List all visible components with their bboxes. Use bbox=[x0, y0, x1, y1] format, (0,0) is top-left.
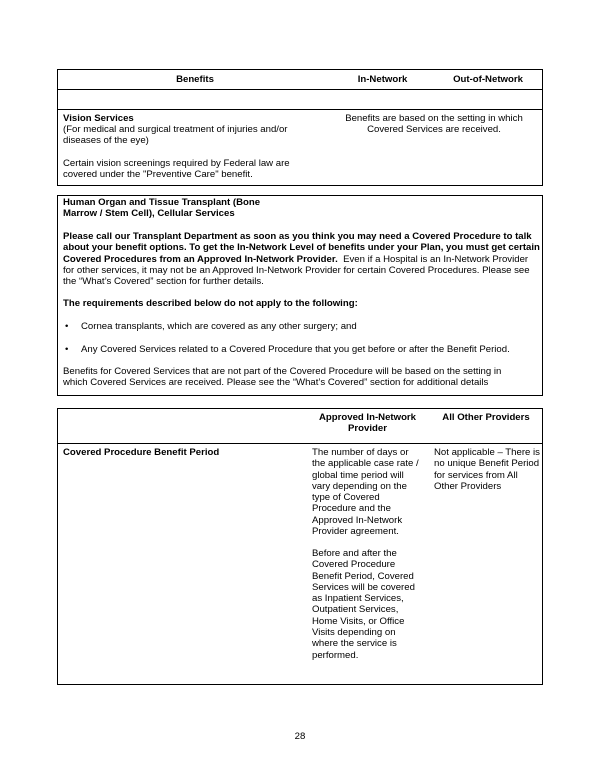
header-spacer-divider bbox=[57, 109, 543, 110]
header-benefits: Benefits bbox=[176, 74, 214, 85]
header-all-other-providers: All Other Providers bbox=[442, 412, 530, 423]
transplant-title: Human Organ and Tissue Transplant (Bone Marrow / Stem Cell), Cellular Services bbox=[63, 197, 261, 220]
page-number: 28 bbox=[294, 731, 306, 742]
transplant-closing-paragraph: Benefits for Covered Services that are not part of the Covered Procedure will be based on the setting in which Covered Services are received. Please see the “What’s Covered” section for additional details bbox=[63, 366, 502, 389]
header-out-of-network: Out-of-Network bbox=[453, 74, 523, 85]
approved-provider-period-text: The number of days or the applicable case rate / global time period will vary depending on the type of Covered Procedure and the Approved In-Network Provider agreement. bbox=[312, 447, 419, 538]
transplant-paragraph-bold: Please call our Transplant Department as soon as you think you may need a Covered Procedure to talk about your benefit options. To get the In-Network Level of benefits under your Plan, you must get certain Covered Procedures from an Approved In-Network Provider. bbox=[63, 231, 540, 265]
vision-coverage-text: Benefits are based on the setting in which Covered Services are received. bbox=[345, 113, 523, 136]
vision-screening-note: Certain vision screenings required by Federal law are covered under the "Preventive Care" benefit. bbox=[63, 158, 290, 181]
exception-item-benefit-period: • Any Covered Services related to a Covered Procedure that you get before or after the Benefit Period. bbox=[63, 344, 533, 355]
transplant-paragraph-normal: Even if a Hospital is an In-Network Provider for other services, it may not be an Approved In-Network Provider for certain Covered Procedures. Please see the “What’s Covered” section for further details. bbox=[63, 253, 530, 288]
exceptions-list-2 bbox=[63, 344, 533, 355]
exceptions-list bbox=[63, 321, 533, 332]
other-providers-period-text: Not applicable – There is no unique Benefit Period for services from All Other Providers bbox=[434, 447, 540, 492]
header-in-network: In-Network bbox=[357, 74, 408, 85]
requirements-heading: The requirements described below do not apply to the following: bbox=[63, 298, 358, 309]
vision-services-description: (For medical and surgical treatment of injuries and/or diseases of the eye) bbox=[63, 124, 288, 147]
transplant-paragraph bbox=[63, 231, 541, 287]
exception-item-cornea: • Cornea transplants, which are covered as any other surgery; and bbox=[63, 321, 533, 332]
benefit-period-header-divider bbox=[57, 443, 543, 444]
approved-provider-before-after-text: Before and after the Covered Procedure Benefit Period, Covered Services will be covered as Inpatient Services, Outpatient Services, Home Visits, or Office Visits depending on where the service is performed. bbox=[312, 548, 415, 661]
covered-procedure-benefit-period-label: Covered Procedure Benefit Period bbox=[63, 447, 220, 458]
header-approved-in-network-provider: Approved In-Network Provider bbox=[318, 412, 416, 435]
vision-services-title: Vision Services bbox=[63, 113, 134, 124]
header-divider bbox=[57, 89, 543, 90]
